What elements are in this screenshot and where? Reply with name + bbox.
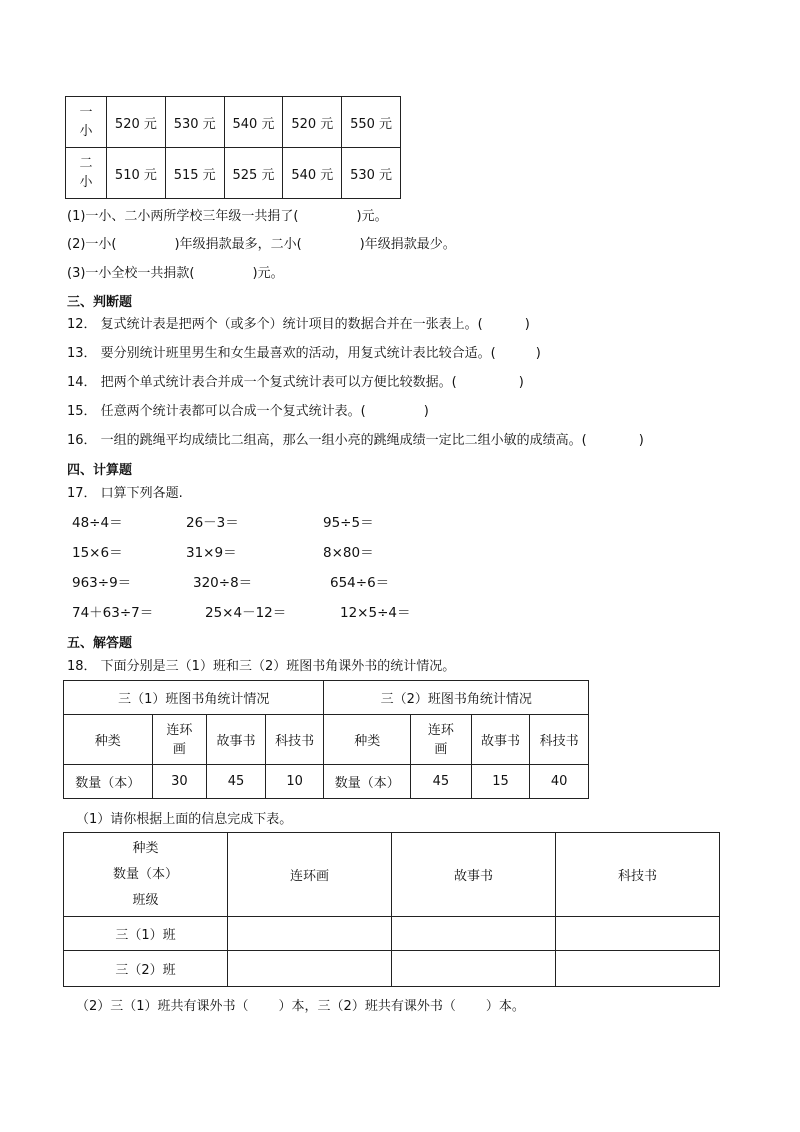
diagonal-header: 种类 数量（本） 班级 xyxy=(64,833,228,917)
quantity-label: 数量（本） xyxy=(64,765,153,799)
combined-table xyxy=(63,832,720,987)
table-row xyxy=(66,148,401,199)
calc-item: 320÷8＝ xyxy=(193,575,253,591)
column-header: 故事书 xyxy=(392,833,556,917)
table-row xyxy=(64,833,720,917)
quantity-cell: 30 xyxy=(152,765,207,799)
calc-item: 15×6＝ xyxy=(72,545,123,561)
school-char: 小 xyxy=(79,124,93,139)
amount-cell: 515 元 xyxy=(165,148,224,199)
calc-item: 74＋63÷7＝ xyxy=(72,605,154,621)
sub-question-2: （2）三（1）班共有课外书（ ）本，三（2）班共有课外书（ ）本。 xyxy=(76,999,525,1014)
type-cell: 故事书 xyxy=(207,715,266,765)
quantity-cell: 10 xyxy=(265,765,324,799)
calc-item: 963÷9＝ xyxy=(72,575,132,591)
column-header: 连环画 xyxy=(228,833,392,917)
type-cell: 连环 画 xyxy=(411,715,472,765)
class-1-table-title: 三（1）班图书角统计情况 xyxy=(64,681,324,715)
fill-cell[interactable] xyxy=(556,951,720,987)
type-cell: 连环 画 xyxy=(152,715,207,765)
fill-cell[interactable] xyxy=(556,917,720,951)
question-17: 17． 口算下列各题. xyxy=(67,486,183,501)
quantity-cell: 45 xyxy=(411,765,472,799)
type-cell: 科技书 xyxy=(265,715,324,765)
type-label: 种类 xyxy=(64,715,153,765)
calc-item: 95÷5＝ xyxy=(323,515,374,531)
amount-cell: 540 元 xyxy=(283,148,342,199)
judgment-item-13: 13． 要分别统计班里男生和女生最喜欢的活动，用复式统计表比较合适。( ) xyxy=(67,346,541,361)
school-char: 小 xyxy=(79,175,93,190)
table-row xyxy=(64,951,720,987)
section-title: 五、解答题 xyxy=(67,636,133,651)
amount-cell: 530 元 xyxy=(342,148,401,199)
school-cell xyxy=(66,148,107,199)
calc-item: 31×9＝ xyxy=(186,545,237,561)
fill-cell[interactable] xyxy=(392,951,556,987)
amount-cell: 520 元 xyxy=(107,97,166,148)
judgment-item-12: 12． 复式统计表是把两个（或多个）统计项目的数据合并在一张表上。( ) xyxy=(67,317,530,332)
judgment-item-14: 14． 把两个单式统计表合并成一个复式统计表可以方便比较数据。( ) xyxy=(67,375,524,390)
calc-item: 12×5÷4＝ xyxy=(340,605,411,621)
calc-item: 25×4－12＝ xyxy=(205,605,287,621)
donation-question-2: (2)一小( )年级捐款最多，二小( )年级捐款最少。 xyxy=(67,237,456,252)
fill-cell[interactable] xyxy=(392,917,556,951)
class-stats-table xyxy=(63,680,589,799)
judgment-item-15: 15． 任意两个统计表都可以合成一个复式统计表。( ) xyxy=(67,404,429,419)
type-cell: 科技书 xyxy=(530,715,589,765)
amount-cell: 520 元 xyxy=(283,97,342,148)
donation-question-3: (3)一小全校一共捐款( )元。 xyxy=(67,266,284,281)
quantity-cell: 45 xyxy=(207,765,266,799)
class-2-table-title: 三（2）班图书角统计情况 xyxy=(324,681,589,715)
calc-item: 8×80＝ xyxy=(323,545,374,561)
row-header: 三（2）班 xyxy=(64,951,228,987)
amount-cell: 510 元 xyxy=(107,148,166,199)
quantity-cell: 15 xyxy=(471,765,530,799)
school-cell xyxy=(66,97,107,148)
section-title: 四、计算题 xyxy=(67,463,133,478)
fill-cell[interactable] xyxy=(228,951,392,987)
question-18: 18． 下面分别是三（1）班和三（2）班图书角课外书的统计情况。 xyxy=(67,659,456,674)
row-header: 三（1）班 xyxy=(64,917,228,951)
quantity-cell: 40 xyxy=(530,765,589,799)
table-row xyxy=(66,97,401,148)
school-char: 二 xyxy=(79,156,93,171)
calc-item: 48÷4＝ xyxy=(72,515,123,531)
column-header: 科技书 xyxy=(556,833,720,917)
table-row xyxy=(64,765,589,799)
amount-cell: 540 元 xyxy=(224,97,283,148)
table-row xyxy=(64,917,720,951)
sub-question-1: （1）请你根据上面的信息完成下表。 xyxy=(76,812,293,827)
type-label: 种类 xyxy=(324,715,411,765)
judgment-item-16: 16． 一组的跳绳平均成绩比二组高，那么一组小亮的跳绳成绩一定比二组小敏的成绩高。( ) xyxy=(67,433,644,448)
school-char: 一 xyxy=(79,105,93,120)
type-cell: 故事书 xyxy=(471,715,530,765)
table-row xyxy=(64,681,589,715)
amount-cell: 550 元 xyxy=(342,97,401,148)
section-title: 三、判断题 xyxy=(67,295,133,310)
fill-cell[interactable] xyxy=(228,917,392,951)
calc-item: 26－3＝ xyxy=(186,515,239,531)
amount-cell: 525 元 xyxy=(224,148,283,199)
donation-question-1: (1)一小、二小两所学校三年级一共捐了( )元。 xyxy=(67,209,388,224)
table-row xyxy=(64,715,589,765)
quantity-label: 数量（本） xyxy=(324,765,411,799)
amount-cell: 530 元 xyxy=(165,97,224,148)
calc-item: 654÷6＝ xyxy=(330,575,390,591)
donation-table xyxy=(65,96,401,199)
